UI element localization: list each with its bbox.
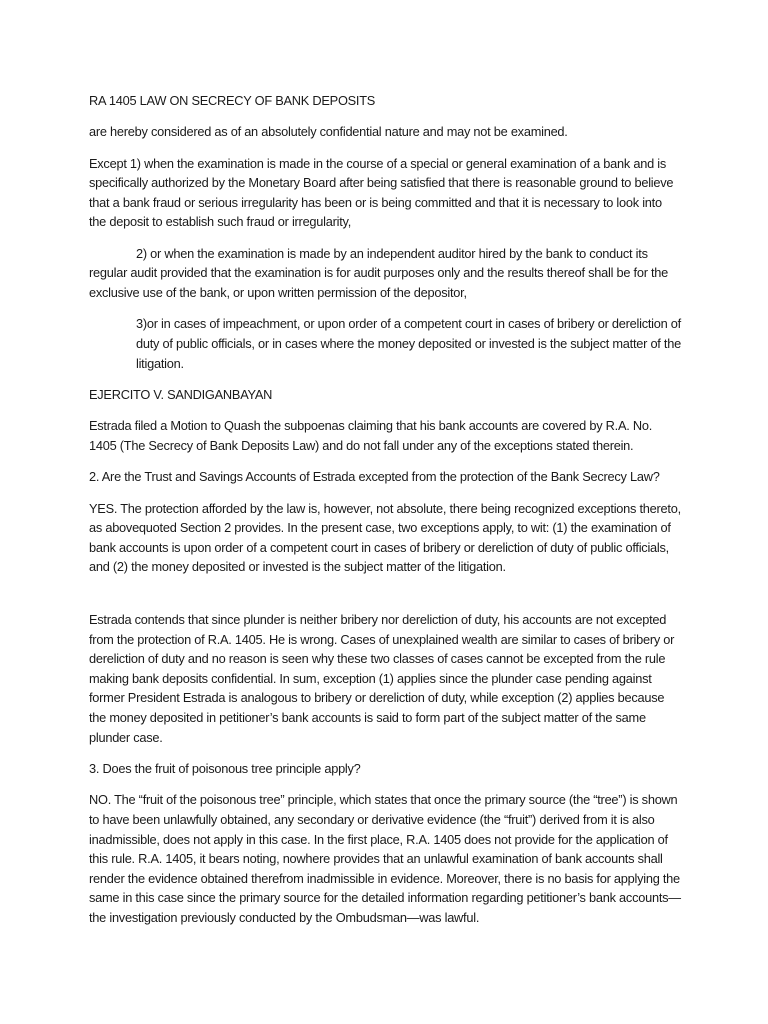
document-title: RA 1405 LAW ON SECRECY OF BANK DEPOSITS — [89, 93, 376, 108]
paragraph-exception-1: Except 1) when the examination is made in the course of a special or general examination of a bank and is specifically authorized by the Monetary Board after being satisfied that there is reasonable ground to believe that a bank fraud or serious irregularity has been or is being committed and that it is necessary to look into the deposit to establish such fraud or irregularity, — [89, 155, 674, 230]
paragraph-exception-3: 3)or in cases of impeachment, or upon order of a competent court in cases of bribery or dereliction of duty of public officials, or in cases where the money deposited or invested is the subject matter of the litigation. — [136, 316, 681, 371]
answer-2: YES. The protection afforded by the law is, however, not absolute, there being recognized exceptions thereto, as abovequoted Section 2 provides. In the present case, two exceptions apply, to wit: (1) the examination of bank accounts is upon order of a competent court in cases of bribery or dereliction of duty of public officials, and (2) the money deposited or invested is the subject matter of the litigation. — [89, 500, 681, 575]
paragraph-motion-to-quash: Estrada filed a Motion to Quash the subpoenas claiming that his bank accounts are covered by R.A. No. 1405 (The Secrecy of Bank Deposits Law) and do not fall under any of the exceptions stated therein. — [89, 418, 653, 453]
document-body — [89, 91, 681, 939]
case-title: EJERCITO V. SANDIGANBAYAN — [89, 386, 273, 402]
paragraph-plunder: Estrada contends that since plunder is neither bribery nor dereliction of duty, his accounts are not excepted from the protection of R.A. 1405. He is wrong. Cases of unexplained wealth are similar to cases of bribery or dereliction of duty and no reason is seen why these two classes of cases cannot be excepted from the rule making bank deposits confidential. In sum, exception (1) applies since the plunder case pending against former President Estrada is analogous to bribery or dereliction of duty, while exception (2) applies because the money deposited in petitioner’s bank accounts is said to form part of the subject matter of the same plunder case. — [89, 612, 675, 745]
question-2: 2. Are the Trust and Savings Accounts of Estrada excepted from the protection of the Bank Secrecy Law? — [89, 469, 660, 485]
answer-3: NO. The “fruit of the poisonous tree” principle, which states that once the primary source (the “tree”) is shown to have been unlawfully obtained, any secondary or derivative evidence (the “fruit”) derived from it is also inadmissible, does not apply in this case. In the first place, R.A. 1405 does not provide for the application of this rule. R.A. 1405, it bears noting, nowhere provides that an unlawful examination of bank accounts shall render the evidence obtained therefrom inadmissible in evidence. Moreover, there is no basis for applying the same in this case since the primary source for the detailed information regarding petitioner’s bank accounts—the investigation previously conducted by the Ombudsman—was lawful. — [89, 792, 681, 925]
paragraph-confidential: are hereby considered as of an absolutely confidential nature and may not be examined. — [89, 124, 568, 140]
paragraph-exception-2: 2) or when the examination is made by an independent auditor hired by the bank to conduct its regular audit provided that the examination is for audit purposes only and the results thereof shall be for the exclusive use of the bank, or upon written permission of the depositor, — [89, 245, 669, 300]
question-3: 3. Does the fruit of poisonous tree principle apply? — [89, 761, 361, 776]
